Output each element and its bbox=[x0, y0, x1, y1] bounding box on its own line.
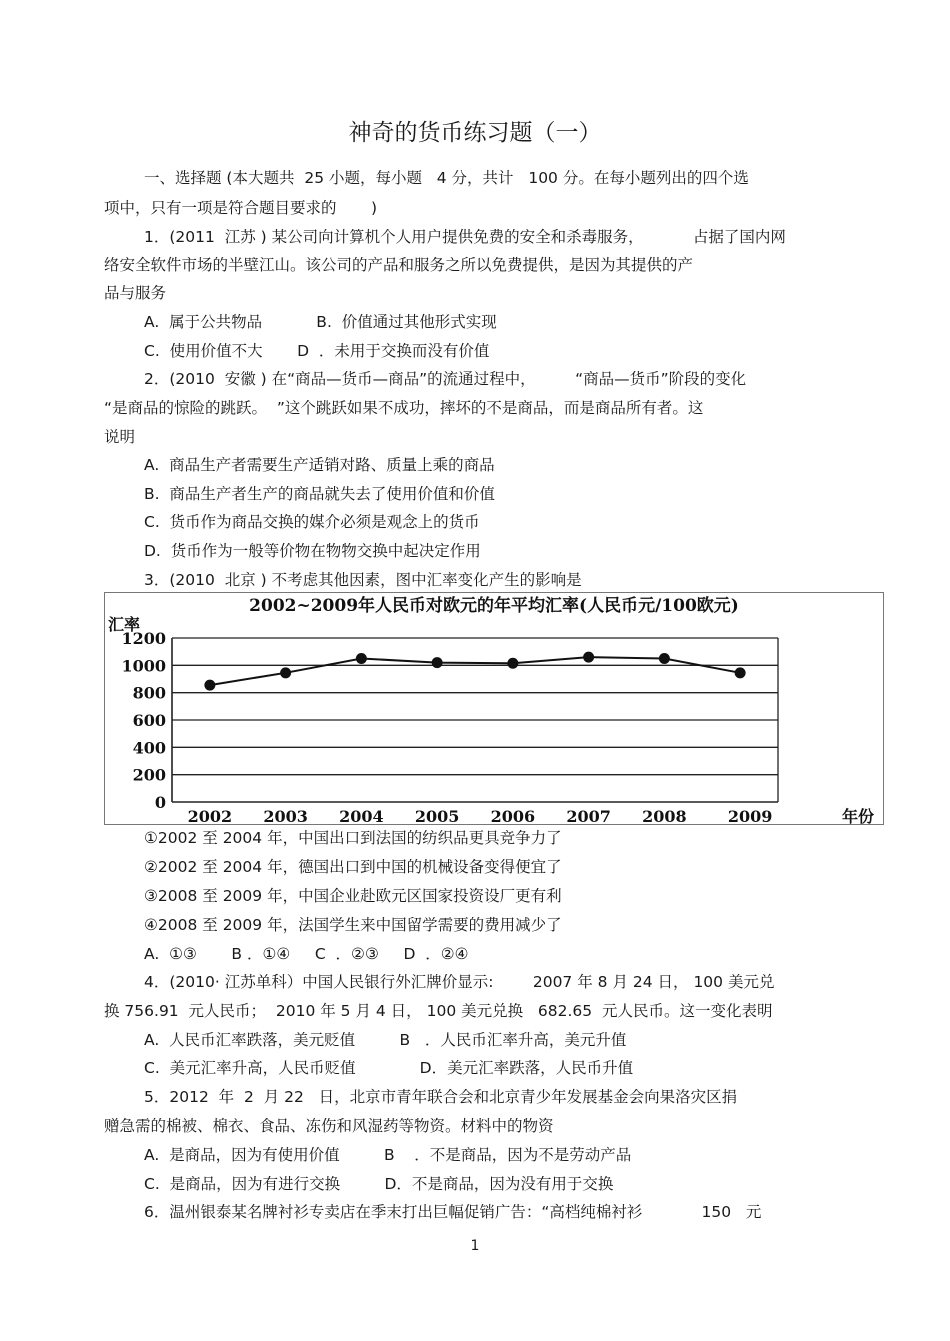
page-title: 神奇的货币练习题（一） bbox=[348, 120, 602, 146]
text-line: 赠急需的棉被、棉衣、食品、冻伤和风湿药等物资。材料中的物资 bbox=[104, 1117, 554, 1135]
text-line: ②2002 至 2004 年，德国出口到中国的机械设备变得便宜了 bbox=[144, 858, 562, 876]
x-tick-label: 2005 bbox=[414, 807, 460, 825]
data-point bbox=[659, 653, 670, 664]
text-line: A. 人民币汇率跌落，美元贬值 B ．人民币汇率升高，美元升值 bbox=[144, 1031, 627, 1049]
text-line: ①2002 至 2004 年，中国出口到法国的纺织品更具竞争力了 bbox=[144, 829, 562, 847]
text-line: 5．2012 年 2 月 22 日，北京市青年联合会和北京青少年发展基金会向果洛灾区捐 bbox=[144, 1088, 738, 1106]
x-tick-label: 2007 bbox=[566, 807, 611, 825]
chart-title: 2002~2009年人民币对欧元的年平均汇率(人民币元/100欧元) bbox=[249, 596, 739, 616]
x-tick-label: 2003 bbox=[263, 807, 308, 825]
chart-svg bbox=[104, 592, 884, 825]
data-point bbox=[583, 652, 594, 663]
text-line: ④2008 至 2009 年，法国学生来中国留学需要的费用减少了 bbox=[144, 916, 562, 934]
text-line: A. 商品生产者需要生产适销对路、质量上乘的商品 bbox=[144, 456, 495, 474]
text-line: 一、选择题 (本大题共 25 小题，每小题 4 分，共计 100 分。在每小题列出的四个选 bbox=[144, 169, 749, 187]
text-line: 3．(2010 北京 ) 不考虑其他因素，图中汇率变化产生的影响是 bbox=[144, 571, 582, 589]
y-tick-label: 0 bbox=[154, 793, 166, 812]
x-tick-label: 2002 bbox=[187, 807, 233, 825]
page-number: 1 bbox=[470, 1238, 480, 1254]
data-point bbox=[507, 658, 518, 669]
text-line: 品与服务 bbox=[104, 284, 167, 302]
x-axis-label: 年份 bbox=[842, 807, 875, 825]
y-tick-label: 800 bbox=[132, 683, 166, 703]
text-line: 4．(2010· 江苏单科）中国人民银行外汇牌价显示: 2007 年 8 月 24 日， 100 美元兑 bbox=[144, 973, 775, 991]
data-point bbox=[735, 667, 746, 678]
exchange-rate-chart bbox=[104, 592, 884, 825]
text-line: C. 货币作为商品交换的媒介必须是观念上的货币 bbox=[144, 513, 480, 531]
text-line: ③2008 至 2009 年，中国企业赴欧元区国家投资设厂更有利 bbox=[144, 887, 562, 905]
text-line: A. ①③ B ．①④ C ．②③ D ．②④ bbox=[144, 945, 469, 963]
x-tick-label: 2009 bbox=[727, 807, 773, 825]
text-line: C. 是商品，因为有进行交换 D．不是商品，因为没有用于交换 bbox=[144, 1175, 614, 1193]
y-tick-label: 1000 bbox=[121, 656, 166, 676]
text-line: 项中，只有一项是符合题目要求的 ) bbox=[104, 199, 378, 217]
text-line: C. 使用价值不大 D ．未用于交换而没有价值 bbox=[144, 342, 490, 360]
text-line: 说明 bbox=[104, 428, 136, 446]
data-point bbox=[356, 653, 367, 664]
x-tick-label: 2006 bbox=[490, 807, 536, 825]
data-point bbox=[280, 667, 291, 678]
y-tick-label: 200 bbox=[132, 765, 166, 785]
chart-frame bbox=[105, 593, 884, 825]
text-line: A. 是商品，因为有使用价值 B ．不是商品，因为不是劳动产品 bbox=[144, 1146, 632, 1164]
y-axis-label: 汇率 bbox=[108, 615, 141, 634]
x-tick-label: 2008 bbox=[642, 807, 687, 825]
data-point bbox=[204, 680, 215, 691]
x-tick-label: 2004 bbox=[339, 807, 384, 825]
text-line: 6．温州银泰某名牌衬衫专卖店在季末打出巨幅促销广告：“高档纯棉衬衫 150 元 bbox=[144, 1203, 762, 1221]
y-tick-label: 400 bbox=[132, 738, 166, 758]
text-line: “是商品的惊险的跳跃。 ”这个跳跃如果不成功，摔坏的不是商品，而是商品所有者。这 bbox=[104, 399, 704, 417]
y-tick-label: 1200 bbox=[121, 629, 166, 648]
text-line: D. 货币作为一般等价物在物物交换中起决定作用 bbox=[144, 542, 481, 560]
data-point bbox=[432, 657, 443, 668]
text-line: C. 美元汇率升高，人民币贬值 D．美元汇率跌落，人民币升值 bbox=[144, 1059, 634, 1077]
text-line: 换 756.91 元人民币； 2010 年 5 月 4 日， 100 美元兑换 682.65 元人民币。这一变化表明 bbox=[104, 1002, 773, 1020]
text-line: A. 属于公共物品 B. 价值通过其他形式实现 bbox=[144, 313, 497, 331]
text-line: 1．(2011 江苏 ) 某公司向计算机个人用户提供免费的安全和杀毒服务， 占据了国内网 bbox=[144, 228, 786, 246]
y-tick-label: 600 bbox=[132, 711, 166, 730]
text-line: 2．(2010 安徽 ) 在“商品—货币—商品”的流通过程中， “商品—货币”阶段的变化 bbox=[144, 370, 747, 388]
text-line: B. 商品生产者生产的商品就失去了使用价值和价值 bbox=[144, 485, 495, 503]
text-line: 络安全软件市场的半壁江山。该公司的产品和服务之所以免费提供，是因为其提供的产 bbox=[104, 256, 694, 274]
